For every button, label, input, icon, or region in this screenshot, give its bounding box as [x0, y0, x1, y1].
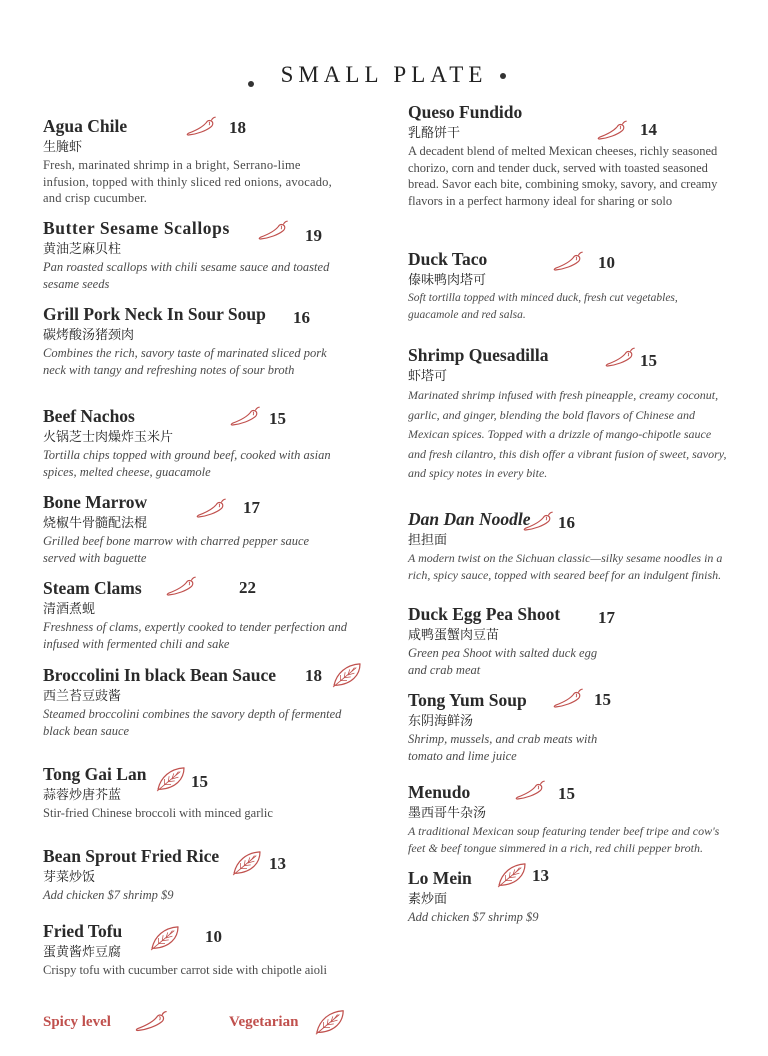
menu-item [43, 578, 363, 652]
item-description: Soft tortilla topped with minced duck, fresh cut vegetables, guacamole and red salsa. [408, 292, 678, 321]
item-price: 15 [269, 409, 286, 428]
chili-icon [604, 347, 636, 369]
item-chinese-name: 傣味鸭肉塔可 [408, 273, 487, 288]
item-description: Fresh, marinated shrimp in a bright, Serrano-lime infusion, topped with thinly sliced red onions, avocado, and crisp cucumber. [43, 158, 332, 205]
item-name: Shrimp Quesadilla [408, 345, 549, 365]
leaf-icon [496, 862, 528, 888]
item-description: Steamed broccolini combines the savory depth of fermented black bean sauce [43, 707, 342, 738]
item-chinese-name: 东阴海鲜汤 [408, 714, 474, 729]
chili-icon [514, 780, 546, 802]
item-chinese-name: 墨西哥牛杂汤 [408, 806, 487, 821]
item-name: Dan Dan Noodle [408, 509, 531, 529]
page-title: SMALL PLATE [280, 62, 488, 87]
item-chinese-name: 虾塔可 [408, 369, 448, 384]
item-chinese-name: 烧椒牛骨髓配法棍 [43, 516, 148, 531]
chili-icon [552, 688, 584, 710]
menu-item [43, 406, 343, 480]
menu-item [408, 509, 734, 583]
item-price: 13 [269, 854, 286, 873]
item-price: 10 [205, 927, 222, 946]
menu-item [43, 218, 343, 292]
item-price: 17 [598, 608, 615, 627]
item-description: Add chicken $7 shrimp $9 [43, 888, 174, 902]
decorative-dot-icon [500, 73, 506, 79]
item-chinese-name: 素炒面 [408, 892, 448, 907]
item-name: Tong Gai Lan [43, 764, 147, 784]
decorative-dot-icon [248, 81, 254, 87]
item-price: 17 [243, 498, 260, 517]
item-price: 14 [640, 120, 657, 139]
item-name: Tong Yum Soup [408, 690, 527, 710]
item-chinese-name: 生腌虾 [43, 140, 83, 155]
item-price: 18 [305, 666, 322, 685]
item-price: 16 [293, 308, 310, 327]
item-description: Crispy tofu with cucumber carrot side with chipotle aioli [43, 963, 327, 977]
menu-item [43, 921, 363, 979]
item-chinese-name: 担担面 [408, 533, 448, 548]
item-chinese-name: 芽菜炒饭 [43, 870, 96, 885]
menu-item [408, 604, 708, 678]
leaf-icon [314, 1008, 346, 1036]
item-chinese-name: 碳烤酸汤猪颈肉 [43, 328, 135, 343]
item-description: Shrimp, mussels, and crab meats with tomato and lime juice [408, 732, 598, 763]
item-price: 15 [640, 351, 657, 370]
menu-item [408, 868, 708, 926]
chili-icon [165, 576, 197, 598]
menu-item [43, 492, 343, 566]
leaf-icon [149, 925, 181, 951]
chili-icon [552, 251, 584, 273]
item-chinese-name: 黄油芝麻贝柱 [43, 242, 122, 257]
item-price: 15 [558, 784, 575, 803]
chili-icon [229, 406, 261, 428]
menu-item [408, 102, 734, 209]
item-description: Marinated shrimp infused with fresh pineapple, creamy coconut, garlic, and ginger, blending the bold flavors of Chinese and Mexican spices. Topped with a drizzle of mango-chipotle sauce and fresh cilantro, this dish offer a vibrant fusion of sweet, savory, and spicy notes in every bite. [408, 388, 727, 480]
item-price: 22 [239, 578, 256, 597]
item-name: Agua Chile [43, 116, 128, 136]
item-chinese-name: 咸鸭蛋蟹肉豆苗 [408, 628, 500, 643]
menu-item [43, 665, 363, 739]
item-description: A traditional Mexican soup featuring tender beef tripe and cow's feet & beef tongue simmered in a rich, red chili pepper broth. [408, 824, 720, 855]
menu-header [0, 62, 768, 88]
chili-icon [185, 116, 217, 138]
leaf-icon [331, 662, 363, 688]
item-price: 15 [594, 690, 611, 709]
item-name: Fried Tofu [43, 921, 123, 941]
item-chinese-name: 火锅芝士肉燥炸玉米片 [43, 430, 174, 445]
chili-icon [257, 220, 289, 242]
leaf-icon [231, 850, 263, 876]
legend-vegetarian-label: Vegetarian [229, 1014, 299, 1030]
item-name: Beef Nachos [43, 406, 135, 426]
item-chinese-name: 蒜蓉炒唐芥蓝 [43, 788, 122, 803]
item-name: Menudo [408, 782, 471, 802]
item-description: Add chicken $7 shrimp $9 [408, 910, 539, 924]
chili-icon [195, 498, 227, 520]
item-name: Queso Fundido [408, 102, 523, 122]
item-price: 15 [191, 772, 208, 791]
menu-item [408, 249, 728, 323]
item-name: Bone Marrow [43, 492, 148, 512]
item-name: Duck Egg Pea Shoot [408, 604, 561, 624]
item-price: 16 [558, 513, 575, 532]
item-name: Butter Sesame Scallops [43, 218, 230, 238]
item-description: Grilled beef bone marrow with charred pepper sauce served with baguette [43, 534, 310, 565]
item-name: Steam Clams [43, 578, 142, 598]
chili-icon [596, 120, 628, 142]
menu-item [43, 846, 343, 904]
item-description: Tortilla chips topped with ground beef, cooked with asian spices, melted cheese, guacamole [43, 448, 331, 479]
legend-spicy-label: Spicy level [43, 1014, 111, 1030]
item-description: Freshness of clams, expertly cooked to tender perfection and infused with fermented chili and sake [43, 620, 347, 651]
item-description: Stir-fried Chinese broccoli with minced garlic [43, 806, 273, 820]
item-description: Green pea Shoot with salted duck egg and crab meat [408, 646, 598, 677]
menu-item [43, 116, 343, 207]
menu-item [43, 304, 343, 378]
chili-icon [134, 1010, 168, 1034]
menu-item [408, 345, 734, 484]
item-price: 18 [229, 118, 246, 137]
item-price: 13 [532, 866, 549, 885]
item-price: 10 [598, 253, 615, 272]
item-name: Broccolini In black Bean Sauce [43, 665, 277, 685]
item-chinese-name: 清酒煮蚬 [43, 602, 96, 617]
item-chinese-name: 乳酪饼干 [408, 126, 461, 141]
item-description: Pan roasted scallops with chili sesame sauce and toasted sesame seeds [43, 260, 330, 291]
item-name: Lo Mein [408, 868, 472, 888]
menu-item [408, 690, 708, 764]
item-chinese-name: 西兰苔豆豉酱 [43, 689, 122, 704]
leaf-icon [155, 766, 187, 792]
item-name: Grill Pork Neck In Sour Soup [43, 304, 266, 324]
item-price: 19 [305, 226, 322, 245]
item-description: A decadent blend of melted Mexican cheeses, richly seasoned chorizo, corn and tender duck, served with toasted seasoned bread. Savor each bite, combining smoky, savory, and creamy flavors in a perfect harmony ideal for sharing or solo [408, 144, 718, 208]
chili-icon [522, 511, 554, 533]
menu-item [43, 764, 343, 822]
menu-item [408, 782, 738, 856]
item-name: Duck Taco [408, 249, 488, 269]
item-chinese-name: 蛋黄酱炸豆腐 [43, 945, 122, 960]
item-description: Combines the rich, savory taste of marinated sliced pork neck with tangy and refreshing notes of sour broth [43, 346, 327, 377]
item-name: Bean Sprout Fried Rice [43, 846, 220, 866]
item-description: A modern twist on the Sichuan classic—silky sesame noodles in a rich, spicy sauce, topped with seared beef for an indulgent finish. [408, 551, 723, 582]
